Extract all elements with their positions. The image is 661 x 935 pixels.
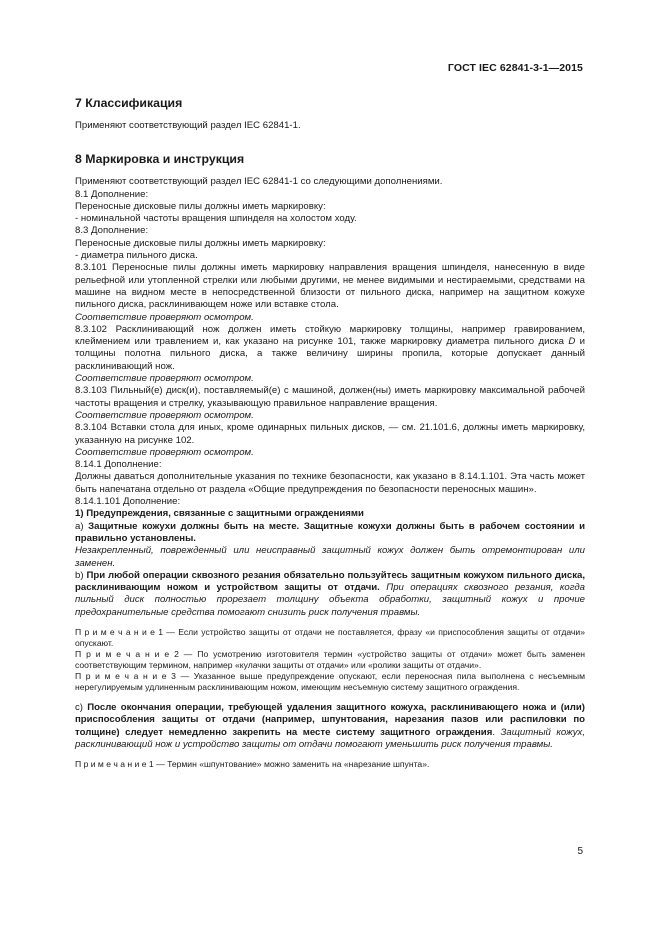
text: Если устройство защиты от отдачи не поставляется, фразу «и приспособления защиты от отдачи» опускают.: [75, 626, 585, 648]
paragraph: 8.3 Дополнение:: [75, 225, 149, 237]
note-4: [75, 759, 585, 770]
text: При любой операции сквозного резания обязательно пользуйтесь защитным кожухом пильного диска, расклинивающим ножом и устройством защиты от отдачи.: [75, 569, 585, 594]
paragraph: Переносные дисковые пилы должны иметь маркировку:: [75, 200, 326, 212]
text: 2 —: [169, 648, 198, 659]
warning-b: [75, 570, 585, 619]
paragraph-8-3-102: [75, 324, 585, 373]
text: Указанное выше предупреждение опускают, если переносная пила выполнена с несъемным нерегулируемым удлиненным расклинивающим ножом, имеющим несъемную систему защитного ограждения.: [75, 670, 585, 692]
paragraph-8-14-1: 8.14.1 Дополнение:: [75, 459, 162, 471]
note-label: П р и м е ч а н и е: [75, 759, 147, 770]
check-note: Соответствие проверяют осмотром.: [75, 446, 254, 458]
paragraph-8-3-103: 8.3.103 Пильный(е) диск(и), поставляемый(е) с машиной, должен(ны) иметь маркировку максимальной рабочей частоты вращения и стрелку, указывающую правильное направление вращения.: [75, 385, 585, 409]
warning-a: [75, 521, 585, 546]
text: с): [75, 701, 88, 713]
check-note: Соответствие проверяют осмотром.: [75, 409, 254, 421]
text: 1 —: [154, 626, 179, 637]
document-body: [75, 96, 585, 770]
check-note: Соответствие проверяют осмотром.: [75, 311, 254, 323]
text: После окончания операции, требующей удаления защитного кожуха, расклинивающего ножа и (или) приспособления защиты от отдачи (например, шпунтования, нарезания пазов или распиловки по толщине) следует немедленно закрепить на месте систему защитного ограждения: [75, 701, 585, 738]
text: и толщины полотна пильного диска, а также величину ширины пропила, которые допускает данный расклинивающий нож.: [75, 336, 585, 372]
note-2: [75, 649, 585, 671]
paragraph: Переносные дисковые пилы должны иметь маркировку:: [75, 237, 326, 249]
document-header: ГОСТ IEC 62841-3-1—2015: [447, 62, 583, 74]
text: 1 —: [146, 759, 168, 770]
text: 3 —: [166, 670, 194, 681]
note-1: [75, 627, 585, 649]
text: 8.3.102 Расклинивающий нож должен иметь стойкую маркировку толщины, например гравированием, клеймением или травлением и, как указано на рисунке 101, также маркировку диаметра пильного диска: [75, 323, 585, 348]
note-3: [75, 671, 585, 693]
section-7-title: 7 Классификация: [75, 96, 183, 110]
page-number: 5: [577, 846, 583, 857]
note-label: П р и м е ч а н и е: [75, 626, 155, 637]
section-8-title: 8 Маркировка и инструкция: [75, 152, 245, 167]
paragraph-8-3-101: 8.3.101 Переносные пилы должны иметь маркировку направления вращения шпинделя, нанесенную в виде рельефной или утопленной стрелки или любыми другими, не менее видимыми и нестираемыми, средствами на машине на видном месте в непосредственной близости от пильного диска, например на защитном кожухе пильного диска, расклинивающем ноже или вставке стола.: [75, 262, 585, 311]
warning-a-explanation: Незакрепленный, поврежденный или неисправный защитный кожух должен быть отремонтирован или заменен.: [75, 545, 585, 569]
warning-c: [75, 702, 585, 751]
paragraph: - диаметра пильного диска.: [75, 250, 198, 262]
paragraph: Применяют соответствующий раздел IEC 62841-1 со следующими дополнениями.: [75, 176, 443, 188]
note-label: П р и м е ч а н и е: [75, 648, 170, 659]
text: Защитный кожух, расклинивающий нож и устройство защиты от отдачи помогают уменьшить риск получения травмы.: [75, 726, 585, 750]
text: При операциях сквозного резания, когда пильный диск полностью прорезает толщину объекта обработки, защитный кожух и прочие предохранительные средства помогают снизить риск получения травмы.: [75, 582, 586, 618]
paragraph-8-3-104: 8.3.104 Вставки стола для иных, кроме одинарных пильных дисков, — см. 21.101.6, должны иметь маркировку, указанную на рисунке 102.: [75, 422, 585, 446]
text: Защитные кожухи должны быть на месте. Защитные кожухи должны быть в рабочем состоянии и правильно установлены.: [75, 520, 585, 544]
paragraph: - номинальной частоты вращения шпинделя на холостом ходу.: [75, 213, 357, 225]
text: b): [75, 569, 87, 581]
note-label: П р и м е ч а н и е: [75, 670, 167, 681]
section-7-text: Применяют соответствующий раздел IEC 62841-1.: [75, 120, 301, 131]
symbol-d: D: [568, 336, 576, 348]
text: По усмотрению изготовителя термин «устройство защиты от отдачи» может быть заменен соответствующим термином, например «кулачки защиты от отдачи» или «ролики защиты от отдачи».: [75, 648, 586, 670]
warning-group-title: 1) Предупреждения, связанные с защитными ограждениями: [75, 508, 364, 520]
paragraph: Должны даваться дополнительные указания по технике безопасности, как указано в 8.14.1.101. Эта часть может быть напечатана отдельно от раздела «Общие предупреждения по безопасности переносных машин».: [75, 471, 585, 495]
text: .: [492, 726, 495, 738]
text: Термин «шпунтование» можно заменить на «нарезание шпунта».: [167, 759, 430, 770]
check-note: Соответствие проверяют осмотром.: [75, 373, 254, 385]
paragraph-8-14-1-101: 8.14.1.101 Дополнение:: [75, 496, 181, 508]
text: а): [75, 520, 89, 532]
paragraph: 8.1 Дополнение:: [75, 188, 149, 200]
